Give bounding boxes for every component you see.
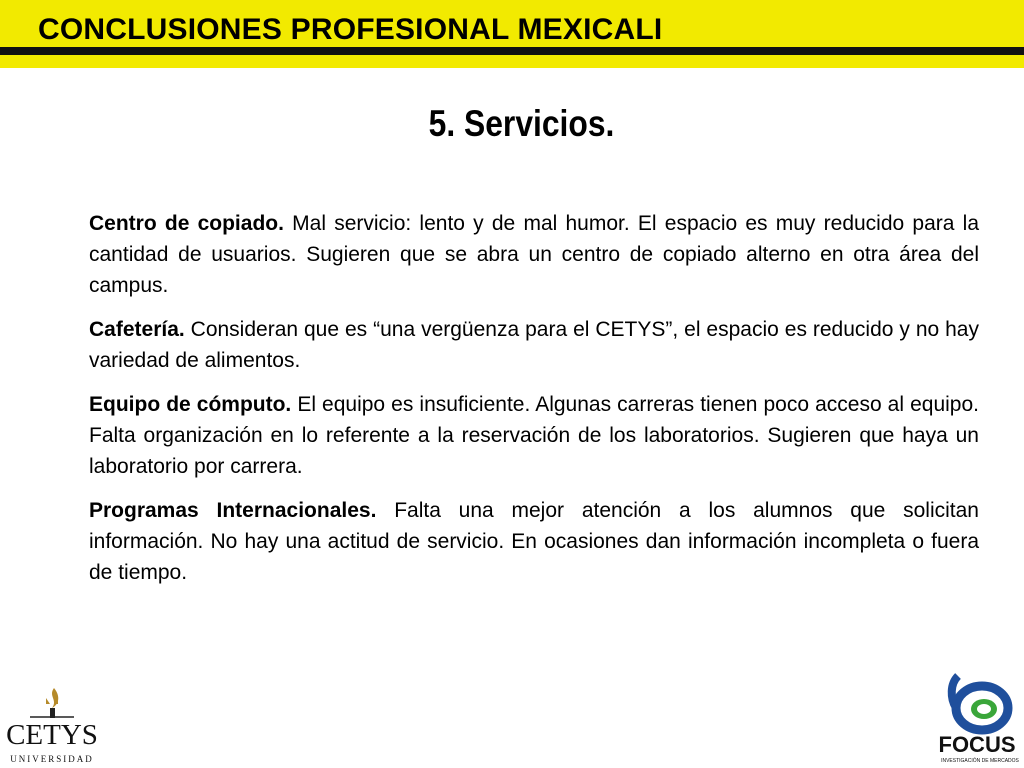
paragraph-cafeteria [89,314,979,376]
paragraph-text: Mal servicio: lento y de mal humor. El espacio es muy reducido para la cantidad de usuarios. Sugieren que se abra un centro de copiado alterno en otra área del campus. [89,212,979,297]
cetys-subtitle: UNIVERSIDAD [10,754,94,764]
paragraph-text: Falta una mejor atención a los alumnos que solicitan información. No hay una actitud de servicio. En ocasiones dan información incompleta o fuera de tiempo. [89,499,979,584]
paragraph-text: El equipo es insuficiente. Algunas carreras tienen poco acceso al equipo. Falta organización en lo referente a la reservación de los laboratorios. Sugieren que haya un laboratorio por carrera. [89,393,979,478]
header-title: CONCLUSIONES PROFESIONAL MEXICALI [38,13,663,46]
header-rule [0,47,1024,55]
cetys-logo [2,686,102,766]
paragraph-heading: Equipo de cómputo. [89,393,292,416]
torch-icon [52,688,58,708]
paragraph-equipo-de-computo [89,389,979,482]
paragraph-text: Consideran que es “una vergüenza para el CETYS”, el espacio es reducido y no hay variedad de alimentos. [89,318,979,372]
paragraph-heading: Centro de copiado. [89,212,284,235]
focus-subtitle: INVESTIGACIÓN DE MERCADOS [941,758,1019,764]
paragraph-heading: Programas Internacionales. [89,499,377,522]
paragraph-centro-de-copiado [89,208,979,301]
focus-logo [930,668,1024,768]
slide-title: 5. Servicios. [428,103,615,144]
cetys-wordmark: CETYS [6,719,98,751]
paragraph-heading: Cafetería. [89,318,185,341]
paragraph-programas-internacionales [89,495,979,588]
focus-wordmark: FOCUS [938,732,1016,757]
body-text [89,208,979,601]
